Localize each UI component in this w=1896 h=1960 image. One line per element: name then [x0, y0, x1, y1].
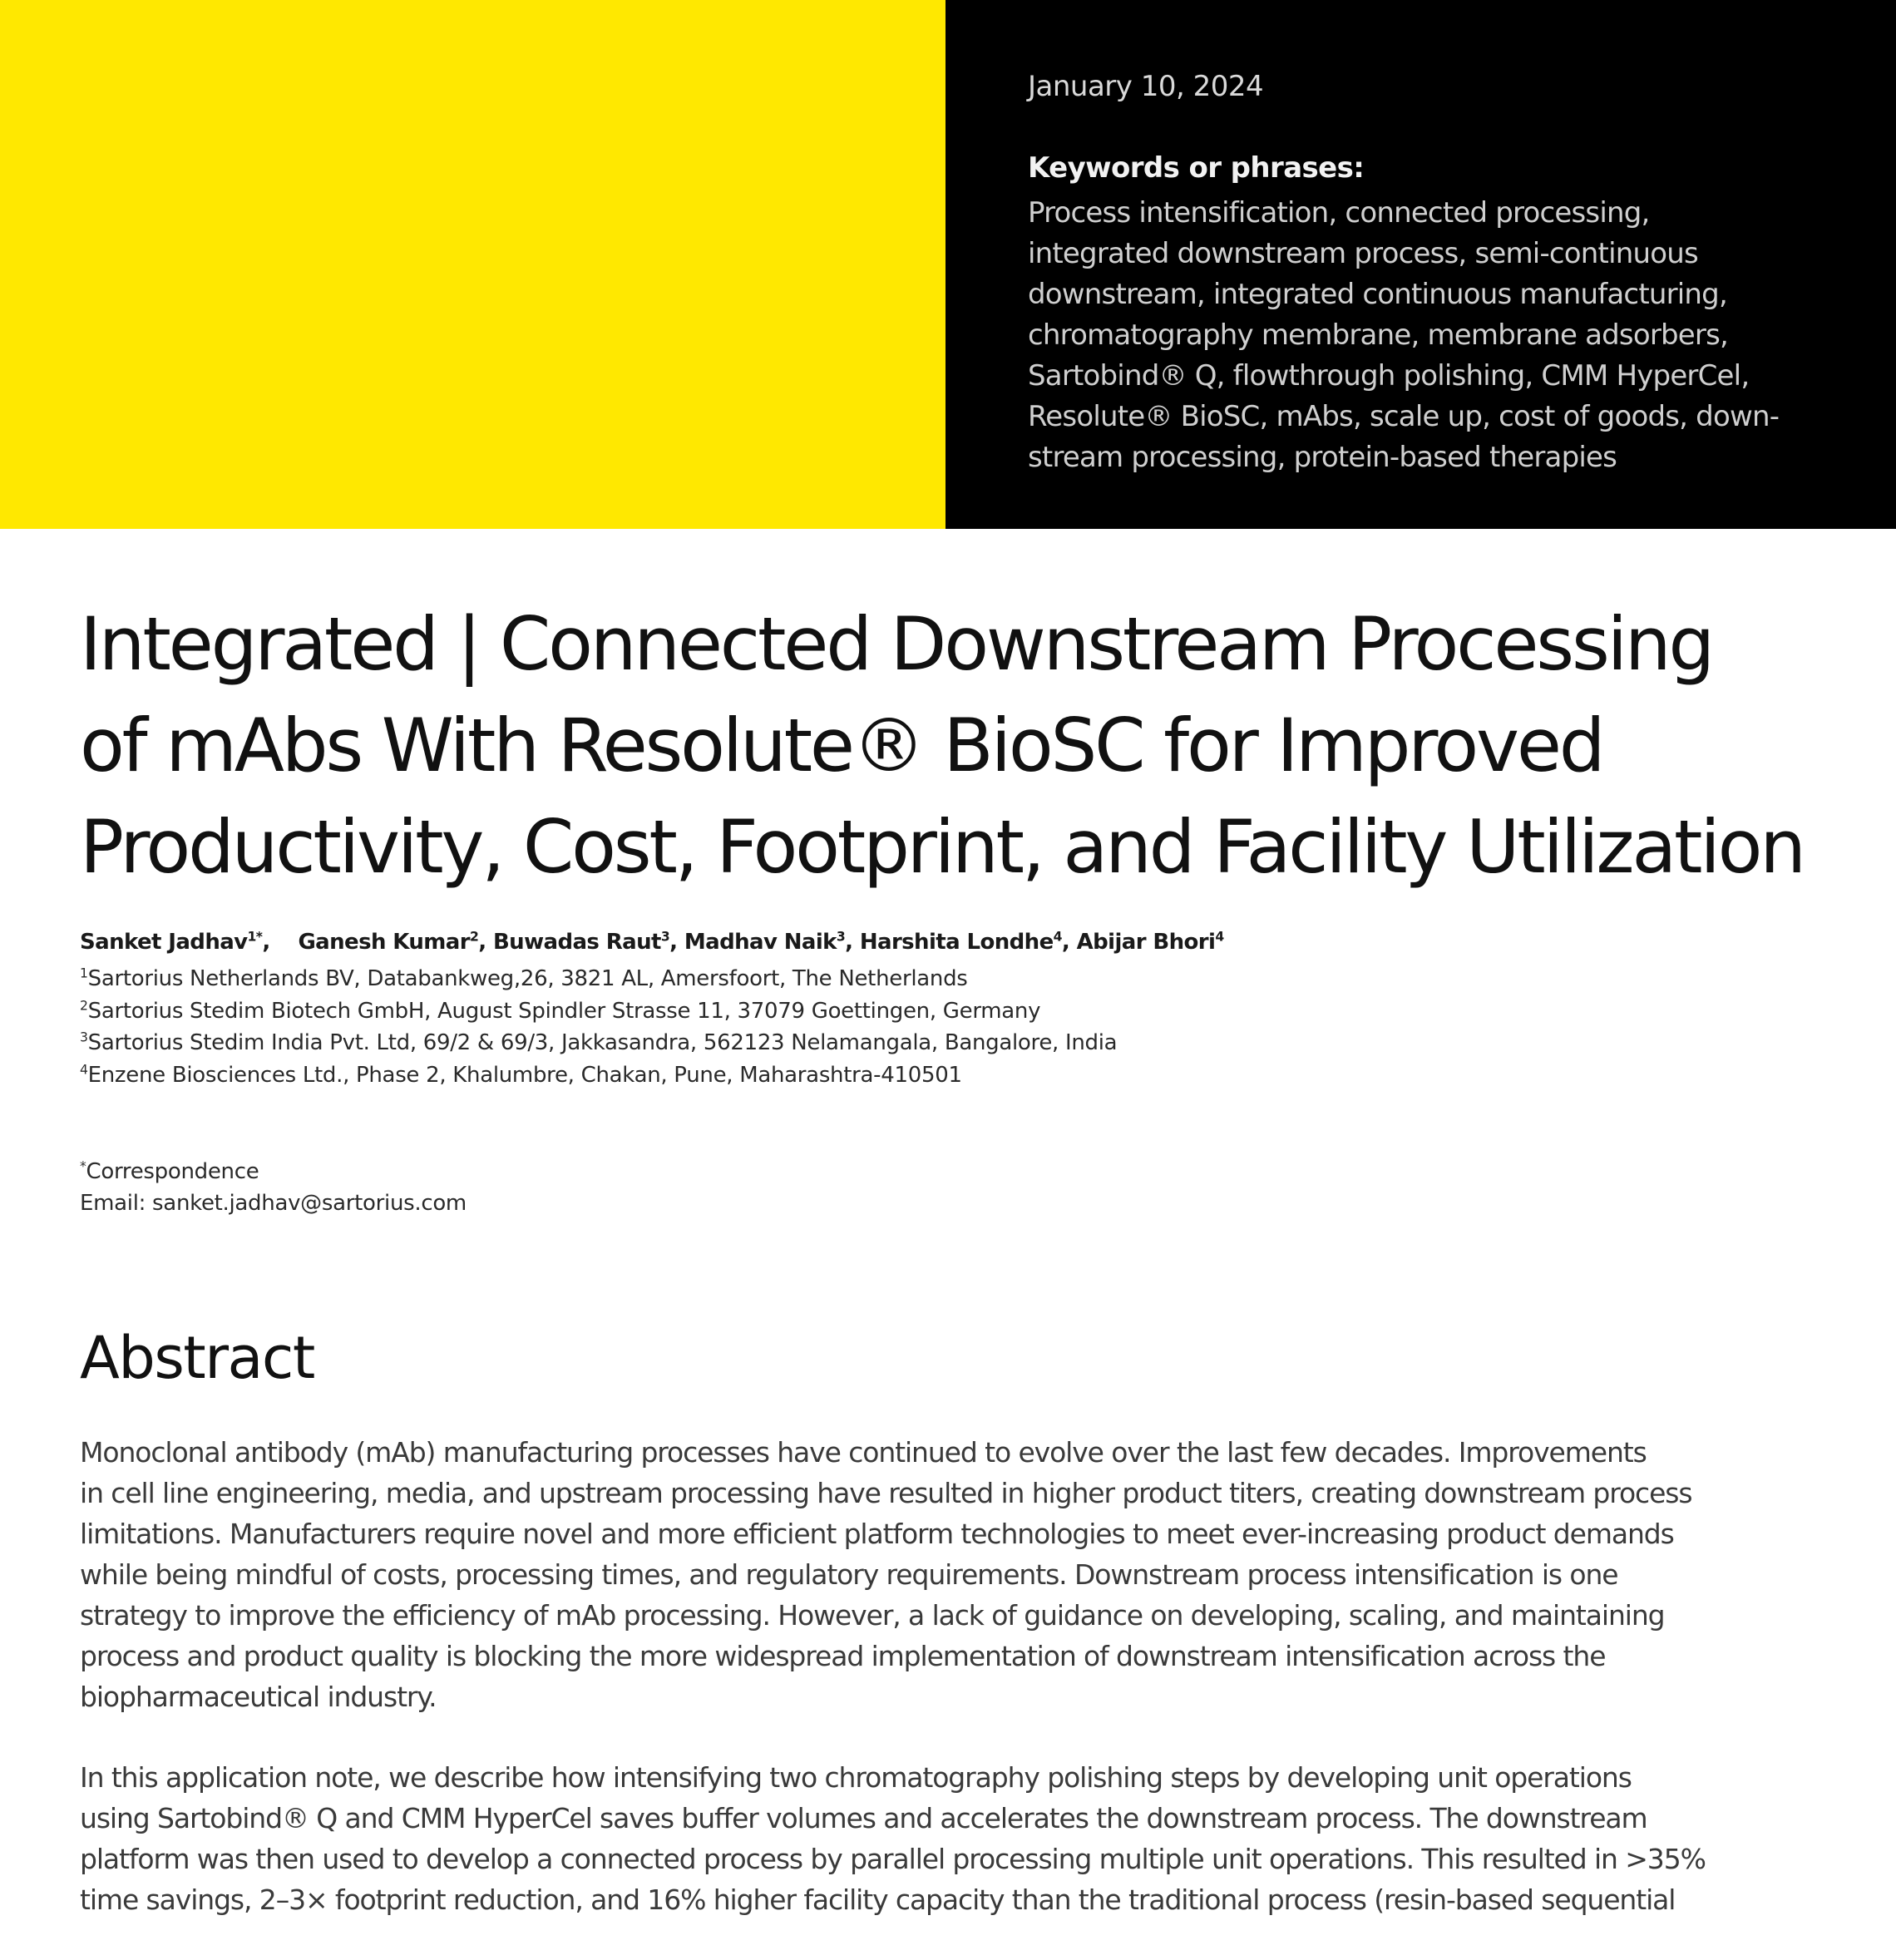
paragraph-line: biopharmaceutical industry. [80, 1681, 437, 1713]
paragraph-line: strategy to improve the efficiency of mAb processing. However, a lack of guidance on developing, scaling, and maintaining [80, 1599, 1665, 1632]
affiliation-number: 3 [80, 1029, 88, 1045]
affiliation-number: 4 [80, 1061, 88, 1077]
affiliation-text: Sartorius Netherlands BV, Databankweg,26, 3821 AL, Amersfoort, The Netherlands [87, 966, 968, 991]
abstract-heading: Abstract [80, 1324, 314, 1392]
affiliation-number: 1 [80, 965, 88, 981]
author-name: Buwadas Raut [492, 930, 661, 955]
abstract-paragraph [80, 1432, 1859, 1717]
correspondence-label [80, 1156, 467, 1187]
keywords-line: stream processing, protein-based therapies [1028, 441, 1617, 474]
affiliation-list [80, 963, 1117, 1091]
correspondence-email[interactable]: Email: sanket.jadhav@sartorius.com [80, 1191, 467, 1216]
header-band [0, 0, 1896, 529]
correspondence-text: Correspondence [86, 1159, 259, 1184]
paragraph-line: limitations. Manufacturers require novel and more efficient platform technologies to meet ever-increasing product demands [80, 1518, 1674, 1550]
title-line: Integrated | Connected Downstream Processing [80, 601, 1713, 687]
paragraph-line: In this application note, we describe how intensifying two chromatography polishing steps by developing unit operations [80, 1761, 1632, 1794]
publication-date: January 10, 2024 [1028, 70, 1264, 103]
paragraph-line: platform was then used to develop a connected process by parallel processing multiple unit operations. This resulted in >35% [80, 1843, 1706, 1875]
keywords-line: Resolute® BioSC, mAbs, scale up, cost of goods, down- [1028, 400, 1780, 433]
affiliation [80, 963, 1117, 995]
abstract-body [80, 1432, 1859, 1960]
correspondence-block [80, 1156, 467, 1219]
paragraph-line: in cell line engineering, media, and upstream processing have resulted in higher product titers, creating downstream process [80, 1477, 1692, 1509]
author-affiliation-marker: 2 [469, 929, 479, 945]
author-affiliation-marker: 3 [836, 929, 846, 945]
paragraph-line: while being mindful of costs, processing times, and regulatory requirements. Downstream process intensification is one [80, 1558, 1618, 1591]
author-name: Ganesh Kumar [298, 930, 470, 955]
keywords-line: downstream, integrated continuous manufacturing, [1028, 278, 1727, 311]
affiliation-number: 2 [80, 997, 88, 1013]
yellow-brand-block [0, 0, 946, 529]
affiliation-text: Sartorius Stedim India Pvt. Ltd, 69/2 & 69/3, Jakkasandra, 562123 Nelamangala, Bangalore, India [87, 1030, 1118, 1055]
author-name: Abijar Bhori [1076, 930, 1216, 955]
keywords-list [1028, 193, 1779, 478]
affiliation-text: Sartorius Stedim Biotech GmbH, August Spindler Strasse 11, 37079 Goettingen, Germany [87, 998, 1041, 1024]
author-affiliation-marker: 4 [1215, 929, 1224, 945]
paragraph-line: time savings, 2–3× footprint reduction, and 16% higher facility capacity than the traditional process (resin-based sequential [80, 1883, 1676, 1916]
paragraph-line: Monoclonal antibody (mAb) manufacturing processes have continued to evolve over the last few decades. Improvements [80, 1436, 1647, 1469]
keywords-line: Process intensification, connected processing, [1028, 196, 1650, 230]
affiliation [80, 1059, 1117, 1092]
author-list: Sanket Jadhav$^{1*}$, Ganesh Kumar$^2$, Buwadas Raut$^3$, Madhav Naik$^3$, Harshita Londhe$^4$, Abijar Bhori$^4$ [80, 929, 1224, 955]
author-affiliation-marker: 3 [660, 929, 670, 945]
author-name: Sanket Jadhav [80, 930, 248, 955]
title-line: of mAbs With Resolute® BioSC for Improved [80, 703, 1603, 788]
title-line: Productivity, Cost, Footprint, and Facility Utilization [80, 804, 1804, 890]
page-title [80, 594, 1893, 898]
keywords-line: chromatography membrane, membrane adsorbers, [1028, 318, 1728, 352]
author-name: Harshita Londhe [859, 930, 1054, 955]
author-affiliation-marker: 4 [1053, 929, 1062, 945]
affiliation [80, 995, 1117, 1028]
keywords-line: integrated downstream process, semi-continuous [1028, 237, 1698, 270]
keywords-label: Keywords or phrases: [1028, 151, 1365, 185]
author-name: Madhav Naik [684, 930, 837, 955]
correspondence-marker: * [80, 1158, 86, 1174]
affiliation-text: Enzene Biosciences Ltd., Phase 2, Khalumbre, Chakan, Pune, Maharashtra-410501 [87, 1062, 962, 1088]
paragraph-line: using Sartobind® Q and CMM HyperCel saves buffer volumes and accelerates the downstream process. The downstream [80, 1802, 1647, 1834]
author-affiliation-marker: 1* [247, 929, 263, 945]
affiliation [80, 1027, 1117, 1059]
keywords-line: Sartobind® Q, flowthrough polishing, CMM HyperCel, [1028, 359, 1750, 392]
paragraph-line: process and product quality is blocking the more widespread implementation of downstream intensification across the [80, 1640, 1606, 1672]
